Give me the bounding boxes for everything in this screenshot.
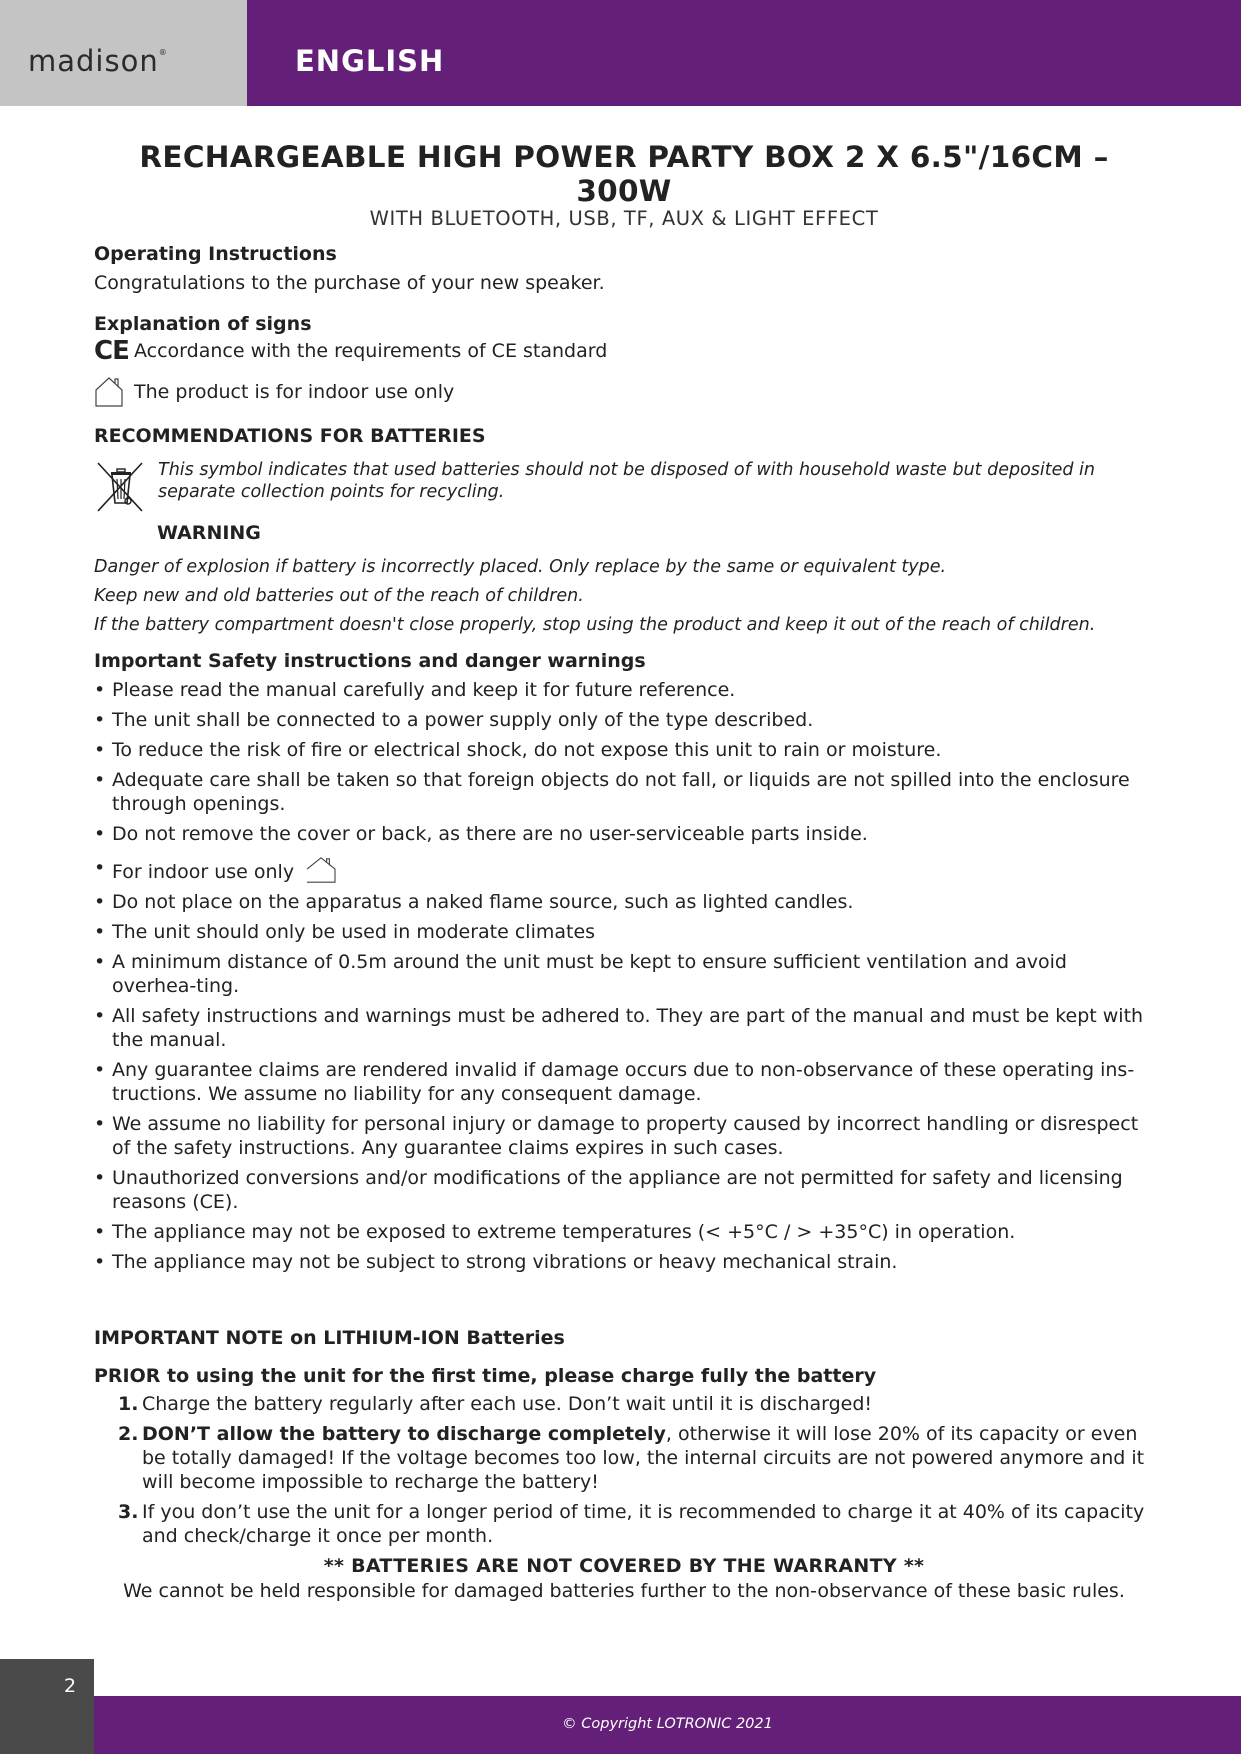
page-subtitle: WITH BLUETOOTH, USB, TF, AUX & LIGHT EFFECT <box>369 207 879 230</box>
safety-item: • We assume no liability for personal injury or damage to property caused by incorrect handling or disrespect of the safety instructions. Any guarantee claims expires in such cases. <box>94 1112 1154 1160</box>
safety-heading: Important Safety instructions and danger warnings <box>94 650 646 672</box>
brand-registered-mark: ® <box>158 48 168 57</box>
warning-line: Danger of explosion if battery is incorrectly placed. Only replace by the same or equivalent type. <box>94 557 947 577</box>
safety-item-indoor <box>94 856 1154 884</box>
operating-text: Congratulations to the purchase of your new speaker. <box>94 272 605 294</box>
safety-item: • Adequate care shall be taken so that foreign objects do not fall, or liquids are not spilled into the enclosure through openings. <box>94 768 1154 816</box>
safety-item: • To reduce the risk of fire or electrical shock, do not expose this unit to rain or moisture. <box>94 738 1154 762</box>
lithium-step <box>94 1422 1154 1494</box>
page-number-box <box>0 1659 94 1754</box>
warranty-note: ** BATTERIES ARE NOT COVERED BY THE WARRANTY ** <box>323 1555 925 1577</box>
brand-name: madison <box>28 44 159 78</box>
lithium-prior-note: PRIOR to using the unit for the first time, please charge fully the battery <box>94 1365 877 1387</box>
brand-logo <box>28 44 168 78</box>
crossed-bin-icon <box>94 459 146 515</box>
safety-item: • All safety instructions and warnings must be adhered to. They are part of the manual and must be kept with the manual. <box>94 1004 1154 1052</box>
lithium-step <box>94 1500 1154 1548</box>
recycling-row <box>94 459 1154 515</box>
safety-item: • Do not place on the apparatus a naked flame source, such as lighted candles. <box>94 890 1154 914</box>
safety-item: • Any guarantee claims are rendered invalid if damage occurs due to non-observance of these operating ins-tructions. We assume no liability for any consequent damage. <box>94 1058 1154 1106</box>
operating-heading: Operating Instructions <box>94 243 337 265</box>
copyright-text: © Copyright LOTRONIC 2021 <box>562 1716 773 1732</box>
warning-heading: WARNING <box>157 522 261 544</box>
lithium-steps <box>94 1392 1154 1548</box>
step-text: , otherwise it will lose 20% of its capacity or even be totally damaged! If the voltage becomes too low, the internal circuits are not powered anymore and it will become impossible to recharge the battery! <box>142 1423 1145 1493</box>
safety-list <box>94 678 1154 1274</box>
recycling-text: This symbol indicates that used batteries should not be disposed of with household waste but deposited in separate collection points for recycling. <box>158 460 1096 502</box>
disclaimer-text: We cannot be held responsible for damaged batteries further to the non-observance of these basic rules. <box>123 1580 1125 1602</box>
step-text: Charge the battery regularly after each use. Don’t wait until it is discharged! <box>142 1393 873 1415</box>
safety-item: • Unauthorized conversions and/or modifications of the appliance are not permitted for safety and licensing reasons (CE). <box>94 1166 1154 1214</box>
ce-sign-text: Accordance with the requirements of CE standard <box>134 340 608 362</box>
indoor-sign-text: The product is for indoor use only <box>134 380 455 403</box>
step-number: 2. <box>118 1423 139 1445</box>
step-text: If you don’t use the unit for a longer period of time, it is recommended to charge it at 40% of its capacity and check/charge it once per month. <box>142 1501 1145 1547</box>
lithium-heading: IMPORTANT NOTE on LITHIUM-ION Batteries <box>94 1327 565 1349</box>
safety-item: • A minimum distance of 0.5m around the unit must be kept to ensure sufficient ventilation and avoid overhea-ting. <box>94 950 1154 998</box>
safety-item: • The unit shall be connected to a power supply only of the type described. <box>94 708 1154 732</box>
brand-logo-box <box>0 0 247 106</box>
warning-line: Keep new and old batteries out of the reach of children. <box>94 586 584 606</box>
language-bar <box>247 0 1241 106</box>
footer-bar <box>94 1696 1241 1754</box>
ce-sign-row <box>94 336 1154 366</box>
indoor-sign-row <box>94 376 1154 408</box>
warning-line: If the battery compartment doesn't close properly, stop using the product and keep it out of the reach of children. <box>94 615 1096 635</box>
page-title: RECHARGEABLE HIGH POWER PARTY BOX 2 X 6.5"/16CM – 300W <box>139 140 1109 208</box>
step-number: 3. <box>118 1501 139 1523</box>
step-bold: DON’T allow the battery to discharge completely <box>142 1423 666 1445</box>
lithium-step <box>94 1392 1154 1416</box>
safety-item: • The appliance may not be subject to strong vibrations or heavy mechanical strain. <box>94 1250 1154 1274</box>
safety-item-indoor-text: For indoor use only <box>112 861 295 883</box>
house-icon <box>304 856 338 884</box>
ce-mark-icon: CE <box>94 336 129 366</box>
house-icon <box>94 376 124 408</box>
page-header <box>0 0 1241 106</box>
safety-item: • Please read the manual carefully and keep it for future reference. <box>94 678 1154 702</box>
safety-item: • The unit should only be used in moderate climates <box>94 920 1154 944</box>
language-label: ENGLISH <box>295 44 445 78</box>
batteries-heading: RECOMMENDATIONS FOR BATTERIES <box>94 425 486 447</box>
signs-heading: Explanation of signs <box>94 313 312 335</box>
safety-item: • The appliance may not be exposed to extreme temperatures (< +5°C / > +35°C) in operation. <box>94 1220 1154 1244</box>
page-number: 2 <box>64 1675 77 1697</box>
document-body <box>94 140 1154 1604</box>
step-number: 1. <box>118 1393 139 1415</box>
safety-item: • Do not remove the cover or back, as there are no user-serviceable parts inside. <box>94 822 1154 846</box>
